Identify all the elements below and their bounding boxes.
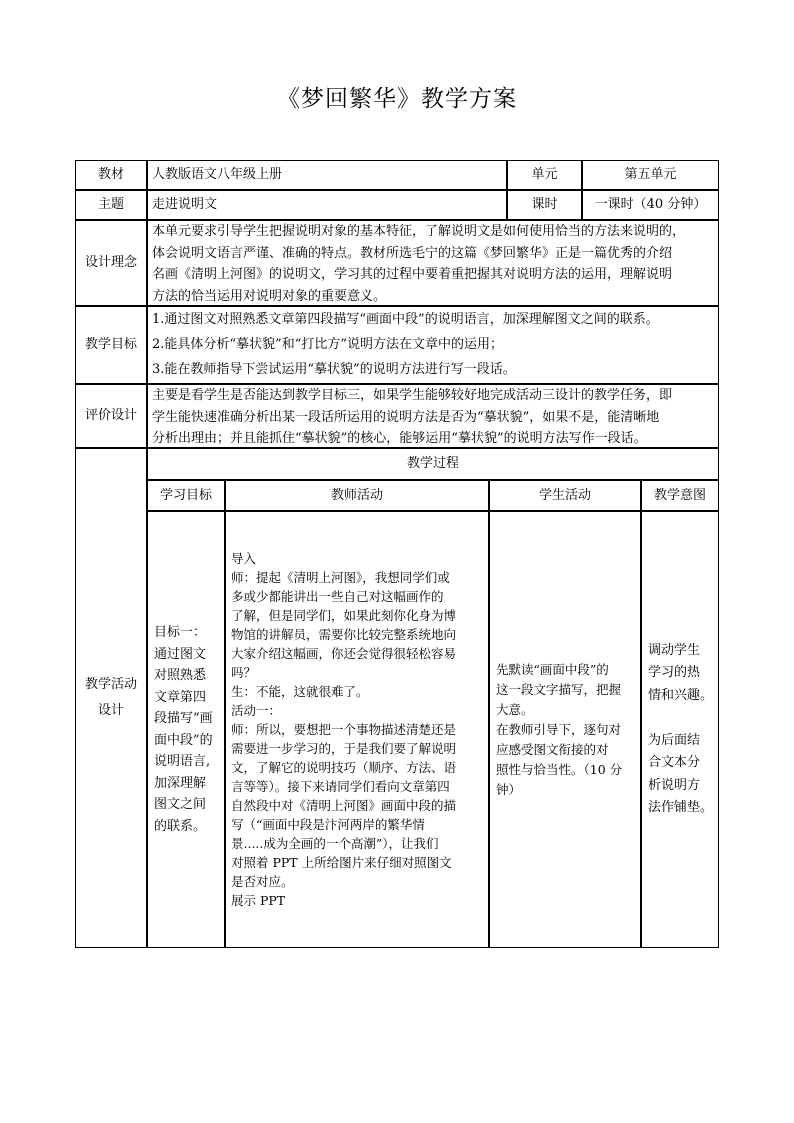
objective-item: 3.能在教师指导下尝试运用“摹状貌”的说明方法进行写一段话。 <box>152 362 516 377</box>
teacher-line: 景.....成为全画的一个高潮”），让我们 <box>231 836 439 851</box>
process-header: 教学过程 <box>406 456 459 471</box>
teacher-line: 文，了解它的说明技巧（顺序、方法、语 <box>231 760 457 775</box>
hours-value-cell <box>582 190 719 220</box>
student-line: 在教师引导下，逐句对 <box>496 721 622 737</box>
textbook-label: 教材 <box>97 167 124 182</box>
goal-line: 目标一： <box>154 625 207 640</box>
column-header-goal <box>147 480 225 511</box>
teacher-activity-text <box>226 549 461 910</box>
design-concept-line: 体会说明文语言严谨、准确的特点。教材所选毛宁的这篇《梦回繁华》正是一篇优秀的介绍 <box>152 245 673 261</box>
teacher-line: 导入 <box>231 551 257 566</box>
design-concept-line: 名画《清明上河图》的说明文，学习其的过程中要着重把握其对说明方法的运用，理解说明 <box>152 267 673 282</box>
goal-line: 说明语言, <box>154 754 211 769</box>
activity-design-label-cell <box>75 448 147 948</box>
column-header-label: 教师活动 <box>330 487 383 503</box>
objective-item: 2.能具体分析“摹状貌”和“打比方”说明方法在文章中的运用； <box>152 337 503 352</box>
student-line: 大意。 <box>496 701 534 717</box>
teacher-line: 生：不能，这就很难了。 <box>231 684 369 699</box>
evaluation-cell <box>147 384 719 448</box>
evaluation-line: 分析出理由；并且能抓住“摹状貌”的核心，能够运用“摹状貌”的说明方法写作一段话。 <box>152 431 647 446</box>
goal-text <box>148 622 219 837</box>
objectives-cell <box>147 306 719 384</box>
unit-label-cell <box>507 160 582 190</box>
topic-label: 主题 <box>97 197 124 212</box>
intent-line: 调动学生 <box>648 642 701 658</box>
column-header-student <box>489 480 641 511</box>
student-activity-text <box>490 660 628 800</box>
design-concept-line: 本单元要求引导学生把握说明对象的基本特征，了解说明文是如何使用恰当的方法来说明的， <box>152 224 686 239</box>
hours-value: 一课时（40 分钟） <box>594 197 707 212</box>
unit-value: 第五单元 <box>624 167 677 182</box>
goal-line: 对照熟悉 <box>154 668 207 683</box>
teacher-line: 吗？ <box>231 665 257 680</box>
evaluation-label: 评价设计 <box>84 408 137 423</box>
unit-label: 单元 <box>531 167 558 182</box>
intent-line: 析说明方 <box>648 777 701 793</box>
textbook-label-cell <box>75 160 147 190</box>
student-line: 照性与恰当性。（10 分 <box>496 761 623 777</box>
teacher-activity-cell <box>225 511 489 948</box>
column-header-label: 学习目标 <box>159 487 212 503</box>
teacher-line: 需要进一步学习的，于是我们要了解说明 <box>231 741 457 756</box>
intent-line: 法作铺垫。 <box>648 800 714 815</box>
student-line: 钟） <box>496 781 522 797</box>
intent-line: 学习的热 <box>648 665 701 680</box>
goal-line: 图文之间 <box>154 797 207 812</box>
teacher-line: 师：提起《清明上河图》，我想同学们或 <box>231 570 450 585</box>
hours-label: 课时 <box>531 197 558 212</box>
hours-label-cell <box>507 190 582 220</box>
student-line: 这一段文字描写，把握 <box>496 681 622 697</box>
design-concept-label-cell <box>75 220 147 306</box>
goal-line: 段描写“画 <box>154 711 213 726</box>
intent-line: 合文本分 <box>648 755 701 770</box>
teacher-line: 了解，但是同学们，如果此刻你化身为博 <box>231 608 457 623</box>
design-concept-label: 设计理念 <box>84 255 137 270</box>
teacher-line: 师：所以，要想把一个事物描述清楚还是 <box>231 722 457 737</box>
objective-item: 1.通过图文对照熟悉文章第四段描写“画面中段”的说明语言，加深理解图文之间的联系。 <box>152 312 659 327</box>
evaluation-label-cell <box>75 384 147 448</box>
design-concept-cell <box>147 220 719 306</box>
activity-design-label: 教学活动设计 <box>85 677 138 718</box>
teacher-line: 活动一： <box>231 703 282 718</box>
intent-line: 情和兴趣。 <box>648 687 714 703</box>
design-concept-line: 方法的恰当运用对说明对象的重要意义。 <box>152 288 387 304</box>
teacher-line: 写（“画面中段是汴河两岸的繁华情 <box>231 817 425 832</box>
page-title: 《梦回繁华》教学方案 <box>277 86 517 112</box>
objectives-label-cell <box>75 306 147 384</box>
teacher-line: 展示 PPT <box>231 893 286 908</box>
student-line: 应感受图文衔接的对 <box>496 741 609 757</box>
goal-line: 通过图文 <box>154 646 207 662</box>
teacher-line: 大家介绍这幅画，你还会觉得很轻松容易 <box>231 646 457 661</box>
column-header-teacher <box>225 480 489 511</box>
goal-cell <box>147 511 225 948</box>
goal-line: 面中段”的 <box>154 732 213 748</box>
teacher-line: 言等等）。接下来请同学们看向文章第四 <box>231 779 450 794</box>
goal-line: 加深理解 <box>154 775 207 791</box>
evaluation-line: 学生能快速准确分析出某一段话所运用的说明方法是否为“摹状貌”，如果不是，能清晰地 <box>152 409 660 425</box>
goal-line: 的联系。 <box>154 818 207 834</box>
evaluation-line: 主要是看学生是否能达到教学目标三，如果学生能够较好地完成活动三设计的教学任务，即 <box>152 388 673 403</box>
column-header-label: 学生活动 <box>538 487 591 503</box>
teacher-line: 是否对应。 <box>231 874 294 889</box>
unit-value-cell <box>582 160 719 190</box>
teacher-line: 自然段中对《清明上河图》画面中段的描 <box>231 798 457 813</box>
teacher-line: 物馆的讲解员，需要你比较完整系统地向 <box>231 627 457 642</box>
teaching-intent-text <box>642 640 719 820</box>
topic-value: 走进说明文 <box>152 197 218 212</box>
topic-value-cell <box>147 190 507 220</box>
topic-label-cell <box>75 190 147 220</box>
process-header-cell <box>147 448 719 480</box>
teaching-intent-cell <box>641 511 719 948</box>
intent-line: 为后面结 <box>648 732 701 748</box>
column-header-label: 教学意图 <box>653 487 706 503</box>
textbook-value: 人教版语文八年级上册 <box>152 167 283 182</box>
teacher-line: 多或少都能讲出一些自己对这幅画作的 <box>231 589 444 604</box>
textbook-value-cell <box>147 160 507 190</box>
objectives-label: 教学目标 <box>84 337 137 352</box>
student-activity-cell <box>489 511 641 948</box>
teacher-line: 对照着 PPT 上所给图片来仔细对照图文 <box>231 855 452 870</box>
student-line: 先默读“画面中段”的 <box>496 661 609 677</box>
intent-line <box>648 707 713 730</box>
goal-line: 文章第四 <box>154 689 207 705</box>
column-header-intent <box>641 480 719 511</box>
